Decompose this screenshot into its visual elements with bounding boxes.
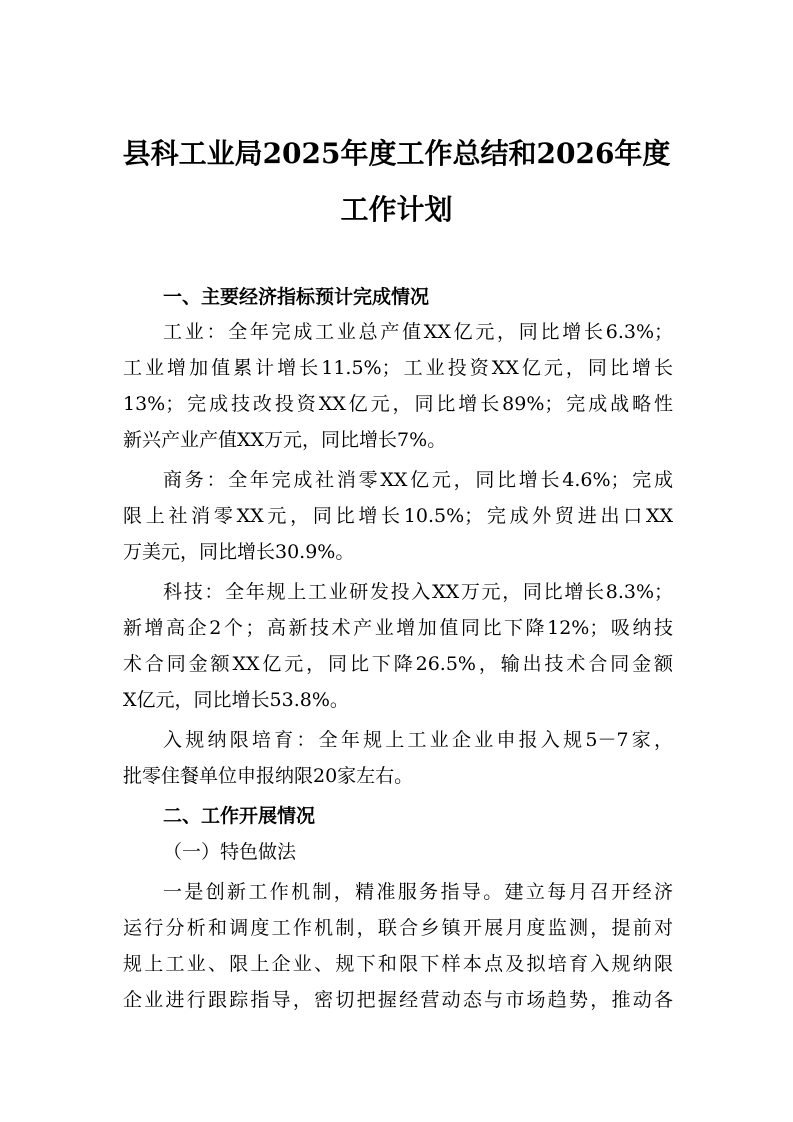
- paragraph-technology-line-3: 术合同金额XX亿元，同比下降26.5%，输出技术合同金额: [123, 653, 673, 675]
- paragraph-practice-line-1: 一是创新工作机制，精准服务指导。建立每月召开经济: [163, 881, 673, 903]
- paragraph-technology-line-4: X亿元，同比增长53.8%。: [123, 689, 349, 711]
- paragraph-cultivation-line-1: 入规纳限培育：全年规上工业企业申报入规5－7家，: [163, 729, 673, 751]
- paragraph-technology-line-2: 新增高企2个；高新技术产业增加值同比下降12%；吸纳技: [123, 617, 673, 639]
- paragraph-practice-line-2: 运行分析和调度工作机制，联合乡镇开展月度监测，提前对: [123, 917, 673, 939]
- document-title-line-1: 县科工业局2025年度工作总结和2026年度: [122, 137, 671, 170]
- paragraph-cultivation-line-2: 批零住餐单位申报纳限20家左右。: [123, 765, 414, 787]
- paragraph-commerce-line-2: 限上社消零XX元，同比增长10.5%；完成外贸进出口XX: [123, 505, 673, 527]
- section-heading-2: 二、工作开展情况: [163, 805, 316, 827]
- document-title-line-2: 工作计划: [340, 193, 453, 226]
- paragraph-industry-line-2: 工业增加值累计增长11.5%；工业投资XX亿元，同比增长: [123, 357, 673, 379]
- paragraph-industry-line-4: 新兴产业产值XX万元，同比增长7%。: [123, 429, 447, 451]
- paragraph-technology-line-1: 科技：全年规上工业研发投入XX万元，同比增长8.3%；: [163, 581, 673, 603]
- section-heading-1: 一、主要经济指标预计完成情况: [163, 286, 430, 308]
- subsection-heading-1: （一）特色做法: [163, 841, 297, 863]
- paragraph-practice-line-3: 规上工业、限上企业、规下和限下样本点及拟培育入规纳限: [123, 953, 673, 975]
- paragraph-commerce-line-3: 万美元，同比增长30.9%。: [123, 541, 355, 563]
- paragraph-industry-line-3: 13%；完成技改投资XX亿元，同比增长89%；完成战略性: [123, 393, 673, 415]
- paragraph-industry-line-1: 工业：全年完成工业总产值XX亿元，同比增长6.3%；: [163, 321, 673, 343]
- paragraph-commerce-line-1: 商务：全年完成社消零XX亿元，同比增长4.6%；完成: [163, 469, 673, 491]
- paragraph-practice-line-4: 企业进行跟踪指导，密切把握经营动态与市场趋势，推动各: [123, 989, 673, 1011]
